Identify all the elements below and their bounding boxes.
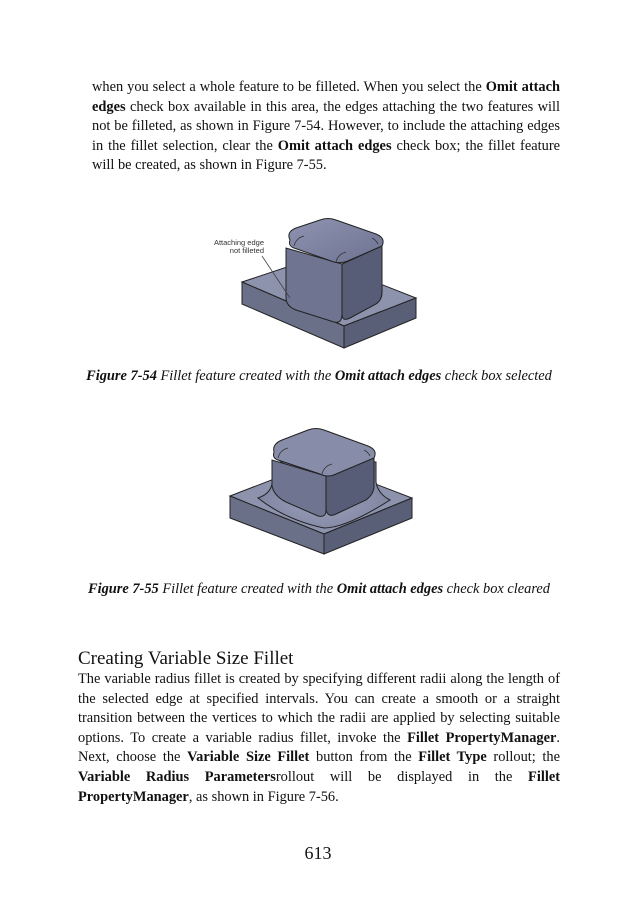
- figure-7-54-callout: Attaching edge not filleted: [213, 238, 264, 255]
- figure-7-54-caption: Figure 7-54 Fillet feature created with the Omit attach edges check box selected: [86, 368, 552, 384]
- figure-7-54-image: [196, 210, 436, 360]
- figure-7-55-image: [226, 424, 416, 574]
- page-number: 613: [304, 843, 332, 863]
- intro-paragraph: when you select a whole feature to be filleted. When you select the Omit attach edges check box available in this area, the edges attaching the two features will not be filleted, as shown in Figure 7-54. However, to include the attaching edges in the fillet selection, clear the Omit attach edges check box; the fillet feature will be created, as shown in Figure 7-55.: [92, 79, 561, 174]
- figure-7-55-caption: Figure 7-55 Fillet feature created with the Omit attach edges check box cleared: [87, 581, 550, 597]
- section-paragraph: The variable radius fillet is created by specifying different radii along the length of the selected edge at specified intervals. You can create a smooth or a straight transition between the vertices to which the radii are applied by selecting suitable options. To create a variable radius fillet, invoke the Fillet PropertyManager. Next, choose the Variable Size Fillet button from the Fillet Type rollout; the Variable Radius Parametersrollout will be displayed in the Fillet PropertyManager, as shown in Figure 7-56.: [78, 671, 561, 805]
- section-heading: Creating Variable Size Fillet: [78, 648, 294, 669]
